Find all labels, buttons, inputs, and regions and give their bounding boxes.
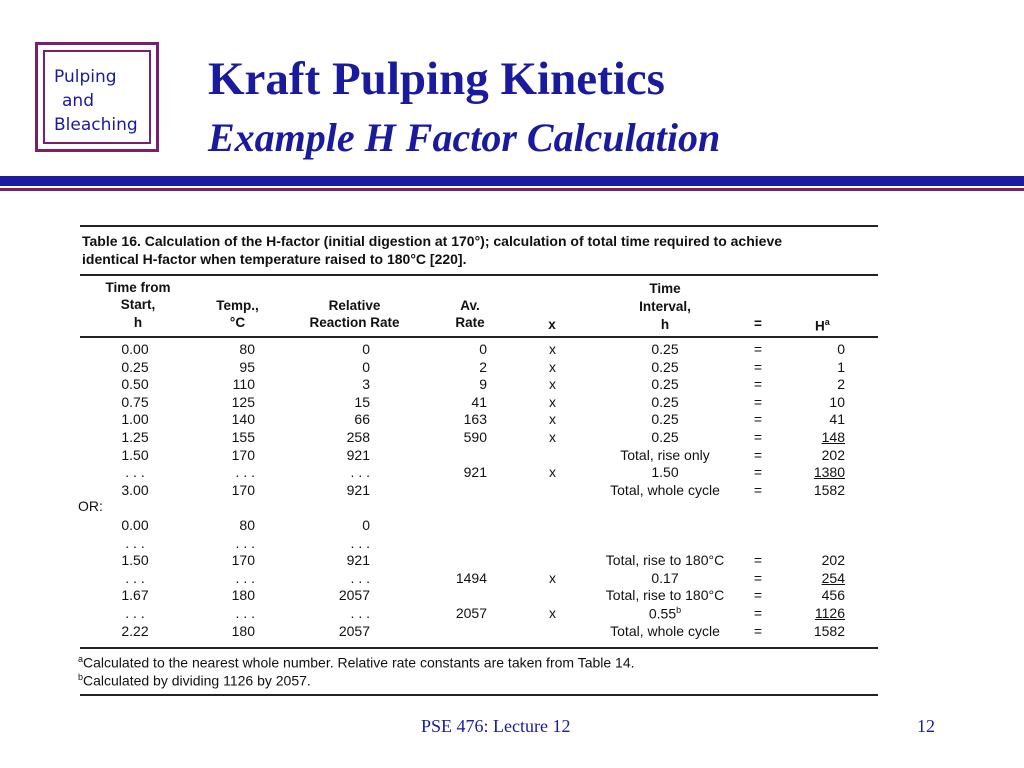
cell-rel: 258 — [346, 429, 370, 445]
cell-temp: 170 — [231, 552, 255, 569]
cell-rel: . . . — [350, 605, 370, 621]
cell-h: 41 — [829, 411, 845, 428]
cell-h: 202 — [821, 552, 845, 569]
cell-x: x — [549, 341, 556, 357]
cell-time: 1.25 — [121, 429, 149, 445]
footnote-b: $^b$Calculated by dividing 1126 by 2057. — [78, 672, 311, 689]
header-h: $H^a$ — [815, 317, 830, 334]
cell-time: . . . — [125, 464, 145, 481]
h-factor-table — [60, 210, 880, 710]
cell-time: . . . — [125, 569, 145, 586]
cell-interval: Total, rise to 180°C — [605, 587, 725, 604]
cell-h: 1 — [837, 358, 845, 375]
cell-temp: 180 — [231, 587, 255, 604]
header-rel-line-1: Relative — [328, 298, 381, 313]
cell-time: 2.22 — [121, 622, 149, 639]
header-interval-line-3: h — [660, 317, 670, 332]
cell-time: . . . — [125, 534, 145, 551]
cell-av: 0 — [479, 341, 487, 357]
cell-rel: 2057 — [338, 622, 370, 639]
cell-time: 0.00 — [121, 517, 149, 533]
header-temp-line-1: Temp., — [216, 298, 259, 313]
cell-av: 921 — [463, 464, 487, 481]
cell-time: 0.25 — [121, 358, 149, 375]
cell-av: 2057 — [455, 605, 487, 621]
cell-rel: 0 — [362, 358, 370, 375]
cell-av: 163 — [463, 411, 487, 428]
cell-h: 456 — [821, 587, 845, 604]
header-av-line-1: Av. — [460, 298, 480, 313]
cell-interval: Total, rise only — [620, 446, 710, 463]
cell-eq: = — [753, 429, 763, 445]
cell-interval: 0.55$^b$ — [648, 605, 682, 622]
header-temp-line-2: °C — [229, 315, 246, 330]
table-caption-line-1: Table 16. Calculation of the H-factor (initial digestion at 170°); calculation of total time required to achieve — [82, 233, 783, 249]
slide-number: 12 — [917, 716, 935, 736]
cell-x: x — [549, 605, 556, 621]
cell-rel: 921 — [346, 481, 370, 498]
cell-rel: 3 — [362, 376, 370, 393]
cell-x: x — [549, 464, 556, 481]
or-label: OR: — [78, 498, 103, 514]
cell-temp: 80 — [239, 517, 255, 533]
cell-eq: = — [753, 464, 763, 481]
cell-eq: = — [753, 587, 763, 604]
cell-eq: = — [753, 552, 763, 569]
cell-eq: = — [753, 376, 763, 393]
cell-interval: 1.50 — [651, 464, 679, 481]
cell-eq: = — [753, 605, 763, 621]
cell-h: 0 — [837, 341, 845, 357]
logo-line-1: Pulping — [54, 67, 117, 87]
cell-time: 1.50 — [121, 552, 149, 569]
cell-interval: 0.25 — [651, 429, 679, 445]
header-interval-line-1: Time — [649, 281, 681, 296]
header-rule-thin — [0, 188, 1024, 191]
cell-rel: . . . — [350, 534, 370, 551]
cell-temp: 170 — [231, 446, 255, 463]
cell-time: 0.00 — [121, 341, 149, 357]
cell-rel: 921 — [346, 446, 370, 463]
cell-x: x — [549, 411, 556, 428]
pulping-bleaching-logo — [35, 42, 159, 152]
header-rule — [80, 336, 878, 338]
cell-x: x — [549, 376, 556, 393]
cell-temp: 140 — [231, 411, 255, 428]
cell-av: 41 — [471, 393, 487, 410]
cell-time: 1.67 — [121, 587, 149, 604]
cell-temp: 95 — [239, 358, 255, 375]
cell-interval: Total, whole cycle — [610, 622, 720, 639]
cell-eq: = — [753, 481, 763, 498]
cell-interval: 0.17 — [651, 569, 679, 586]
cell-interval: 0.25 — [651, 376, 679, 393]
cell-x: x — [549, 358, 556, 375]
cell-eq: = — [753, 358, 763, 375]
logo-line-3: Bleaching — [54, 115, 138, 135]
cell-av: 590 — [463, 429, 487, 445]
header-time-line-2: Start, — [120, 297, 156, 312]
cell-rel: 0 — [362, 341, 370, 357]
cell-time: 0.50 — [121, 376, 149, 393]
cell-av: 2 — [479, 358, 487, 375]
cell-rel: 15 — [354, 393, 370, 410]
logo-line-2: and — [62, 91, 94, 111]
footer-course: PSE 476: Lecture 12 — [421, 716, 571, 736]
cell-temp: 110 — [232, 376, 255, 393]
header-equals: = — [754, 316, 762, 331]
cell-h: 254 — [821, 569, 845, 586]
cell-h: 1380 — [813, 464, 845, 481]
header-time-line-3: h — [133, 315, 143, 330]
header-av-line-2: Rate — [455, 315, 485, 330]
cell-time: 1.50 — [121, 446, 149, 463]
cell-rel: 921 — [346, 552, 370, 569]
cell-interval: Total, rise to 180°C — [605, 552, 725, 569]
slide-title: Kraft Pulping Kinetics — [208, 53, 665, 105]
cell-h: 1582 — [813, 481, 845, 498]
cell-h: 1582 — [813, 622, 845, 639]
cell-rel: 0 — [362, 517, 370, 533]
header-rel-line-2: Reaction Rate — [309, 315, 400, 330]
cell-temp: . . . — [235, 464, 255, 481]
cell-h: 10 — [829, 393, 845, 410]
table-caption-line-2: identical H-factor when temperature raised to 180°C [220]. — [82, 251, 467, 267]
table-top-rule — [80, 225, 878, 227]
cell-temp: 125 — [231, 393, 255, 410]
cell-eq: = — [753, 393, 763, 410]
header-x: x — [548, 317, 556, 332]
cell-temp: . . . — [235, 569, 255, 586]
cell-av: 1494 — [455, 569, 487, 586]
cell-eq: = — [753, 446, 763, 463]
table-bottom-rule — [80, 694, 878, 696]
cell-h: 202 — [821, 446, 845, 463]
slide-subtitle: Example H Factor Calculation — [208, 115, 721, 160]
cell-x: x — [549, 393, 556, 410]
cell-time: 1.00 — [121, 411, 149, 428]
footnote-a: $^a$Calculated to the nearest whole number. Relative rate constants are taken from Table 14. — [78, 654, 635, 671]
cell-interval: 0.25 — [651, 358, 679, 375]
cell-rel: 66 — [354, 411, 370, 428]
cell-h: 148 — [821, 429, 845, 445]
cell-rel: 2057 — [338, 587, 370, 604]
cell-eq: = — [753, 569, 763, 586]
cell-av: 9 — [479, 376, 487, 393]
cell-temp: 155 — [231, 429, 255, 445]
header-interval-line-2: Interval, — [639, 299, 691, 314]
cell-temp: 170 — [231, 481, 255, 498]
cell-rel: . . . — [350, 464, 370, 481]
header-rule-thick — [0, 176, 1024, 186]
cell-eq: = — [753, 622, 763, 639]
cell-time: . . . — [125, 605, 145, 621]
cell-time: 0.75 — [121, 393, 149, 410]
caption-rule — [80, 274, 878, 276]
cell-rel: . . . — [350, 569, 370, 586]
header-time-line-1: Time from — [105, 280, 171, 295]
cell-time: 3.00 — [121, 481, 149, 498]
cell-x: x — [549, 569, 556, 586]
cell-temp: 180 — [231, 622, 255, 639]
cell-h: 2 — [837, 376, 845, 393]
cell-temp: . . . — [235, 534, 255, 551]
cell-x: x — [549, 429, 556, 445]
cell-temp: 80 — [239, 341, 255, 357]
cell-interval: 0.25 — [651, 411, 679, 428]
footnote-rule — [80, 647, 878, 649]
cell-eq: = — [753, 341, 763, 357]
cell-interval: Total, whole cycle — [610, 481, 720, 498]
cell-temp: . . . — [235, 605, 255, 621]
cell-interval: 0.25 — [651, 341, 679, 357]
cell-interval: 0.25 — [651, 393, 679, 410]
cell-eq: = — [753, 411, 763, 428]
cell-h: 1126 — [814, 605, 845, 621]
